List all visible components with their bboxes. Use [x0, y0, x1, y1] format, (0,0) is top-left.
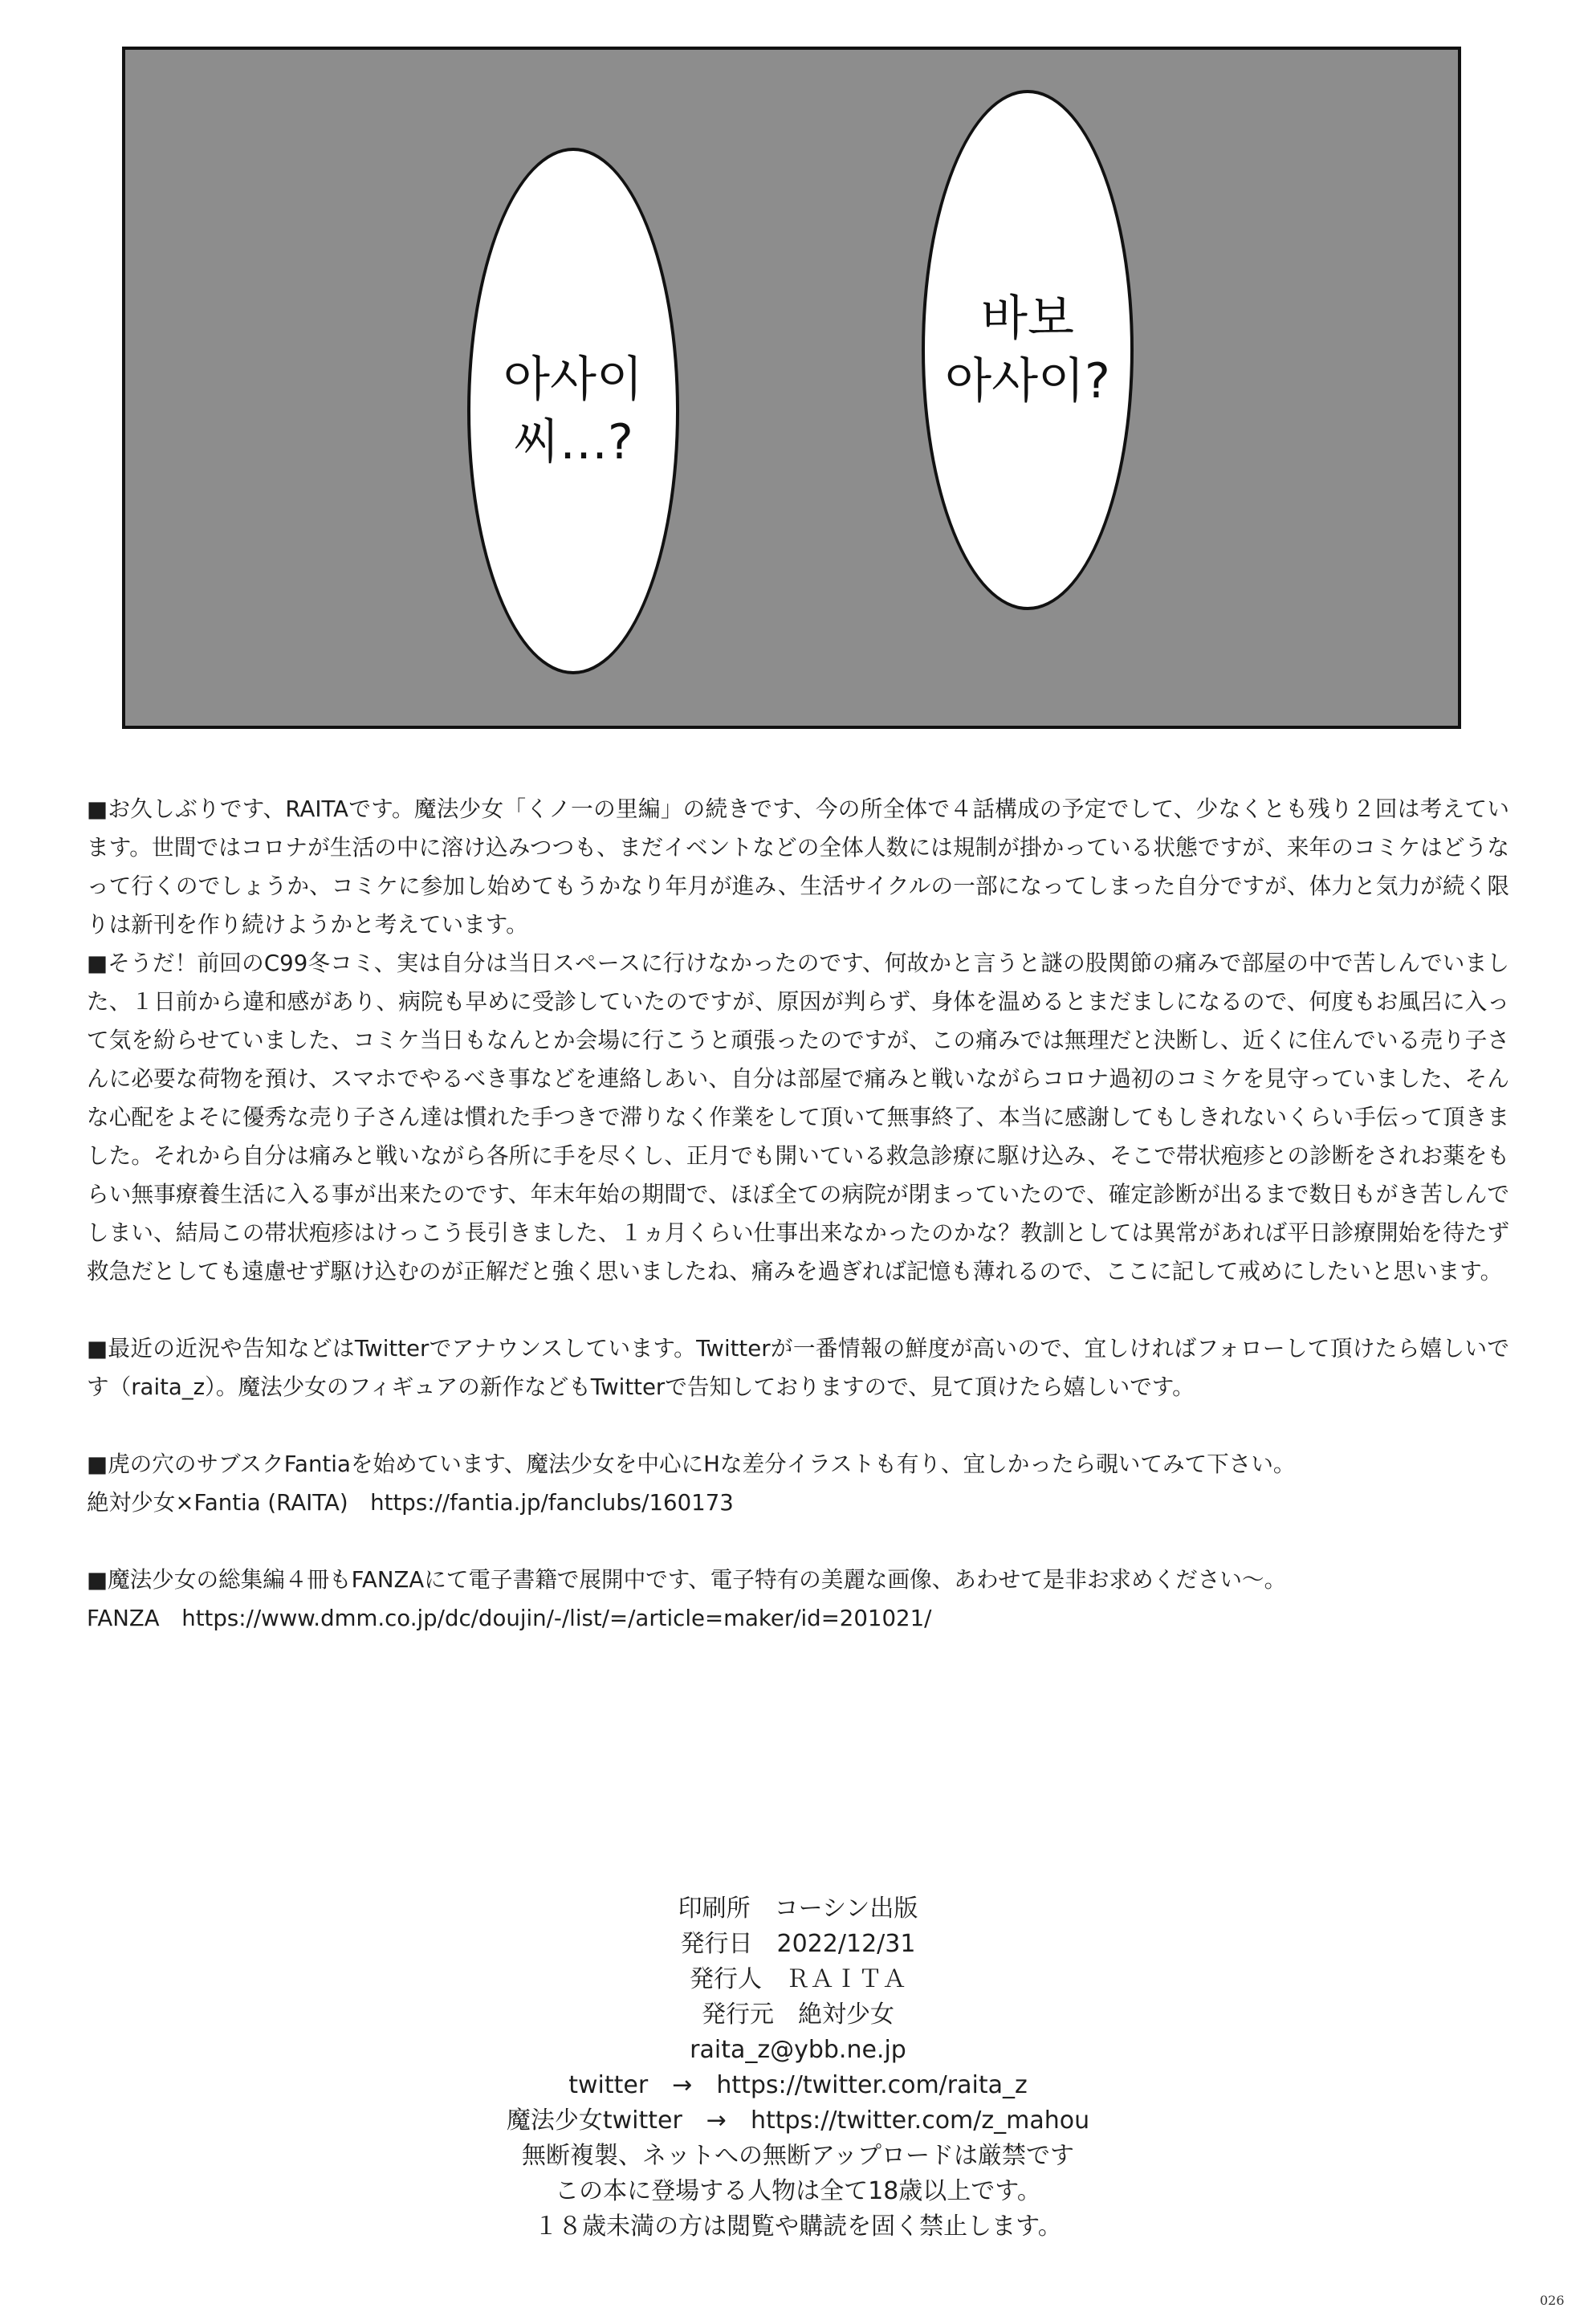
colophon-twitter-mahou: 魔法少女twitter → https://twitter.com/z_mahou: [506, 2106, 1090, 2135]
afterword-paragraph-3: ■最近の近況や告知などはTwitterでアナウンスしています。Twitterが一番情報の鮮度が高いので、宜しければフォローして頂けたら嬉しいです（raita_z）。魔法少女のフィギュアの新作などもTwitterで告知しておりますので、見て頂けたら嬉しいです。: [87, 1335, 1509, 1400]
colophon-notice-2: この本に登場する人物は全て18歳以上です。: [555, 2177, 1041, 2205]
afterword: [87, 790, 1509, 1638]
speech-bubble-left-line-1: 아사이: [503, 352, 643, 408]
speech-bubble-left-line-2: 씨…?: [513, 414, 633, 470]
illustration-panel: [122, 47, 1461, 729]
colophon-issuer: 発行元 絶対少女: [702, 2001, 894, 2029]
speech-bubble-right-line-1: 바보: [981, 291, 1074, 347]
speech-bubble-right-text: [945, 287, 1110, 413]
fantia-link: 絶対少女×Fantia (RAITA) https://fantia.jp/fanclubs/160173: [87, 1489, 734, 1516]
colophon-notice-3: １８歳未満の方は閲覧や購読を固く禁止します。: [534, 2212, 1062, 2241]
colophon-printer: 印刷所 コーシン出版: [678, 1895, 918, 1923]
colophon-date: 発行日 2022/12/31: [680, 1930, 916, 1958]
colophon-email: raita_z@ybb.ne.jp: [690, 2036, 906, 2064]
afterword-paragraph-4: ■虎の穴のサブスクFantiaを始めています、魔法少女を中心にHな差分イラストも有り、宜しかったら覗いてみて下さい。: [87, 1451, 1296, 1477]
colophon-twitter: twitter → https://twitter.com/raita_z: [568, 2071, 1028, 2099]
afterword-paragraph-2: ■そうだ！前回のC99冬コミ、実は自分は当日スペースに行けなかったのです、何故かと言うと謎の股関節の痛みで部屋の中で苦しんでいました、１日前から違和感があり、病院も早めに受診していたのですが、原因が判らず、身体を温めるとまだましになるので、何度もお風呂に入って気を紛らせていました、コミケ当日もなんとか会場に行こうと頑張ったのですが、この痛みでは無理だと決断し、近くに住んでいる売り子さんに必要な荷物を預け、スマホでやるべき事などを連絡しあい、自分は部屋で痛みと戦いながらコロナ過初のコミケを見守っていました、そんな心配をよそに優秀な売り子さん達は慣れた手つきで滞りなく作業をして頂いて無事終了、本当に感謝してもしきれないくらい手伝って頂きました。それから自分は痛みと戦いながら各所に手を尽くし、正月でも開いている救急診療に駆け込み、そこで帯状疱疹との診断をされお薬をもらい無事療養生活に入る事が出来たのです、年末年始の期間で、ほぼ全ての病院が閉まっていたので、確定診断が出るまで数日もがき苦しんでしまい、結局この帯状疱疹はけっこう長引きました、１ヵ月くらい仕事出来なかったのかな？教訓としては異常があれば平日診療開始を待たず救急だとしても遠慮せず駆け込むのが正解だと強く思いましたね、痛みを過ぎれば記憶も薄れるので、ここに記して戒めにしたいと思います。: [87, 950, 1509, 1284]
page-number: 026: [1540, 2293, 1565, 2308]
colophon-notice-1: 無断複製、ネットへの無断アップロードは厳禁です: [522, 2142, 1074, 2170]
speech-bubble-left-text: [503, 348, 643, 474]
speech-bubble-left: [467, 148, 679, 674]
speech-bubble-right: [922, 90, 1134, 610]
colophon: [321, 1891, 1275, 2245]
afterword-paragraph-1: ■お久しぶりです、RAITAです。魔法少女「くノ一の里編」の続きです、今の所全体で４話構成の予定でして、少なくとも残り２回は考えています。世間ではコロナが生活の中に溶け込みつつも、まだイベントなどの全体人数には規制が掛かっている状態ですが、来年のコミケはどうなって行くのでしょうか、コミケに参加し始めてもうかなり年月が進み、生活サイクルの一部になってしまった自分ですが、体力と気力が続く限りは新刊を作り続けようかと考えています。: [87, 796, 1509, 938]
colophon-publisher: 発行人 ＲＡＩＴＡ: [690, 1965, 906, 1993]
speech-bubble-right-line-2: 아사이?: [945, 353, 1110, 409]
afterword-paragraph-5: ■魔法少女の総集編４冊もFANZAにて電子書籍で展開中です、電子特有の美麗な画像、あわせて是非お求めください～。: [87, 1566, 1287, 1593]
fanza-link: FANZA https://www.dmm.co.jp/dc/doujin/-/list/=/article=maker/id=201021/: [87, 1605, 932, 1631]
